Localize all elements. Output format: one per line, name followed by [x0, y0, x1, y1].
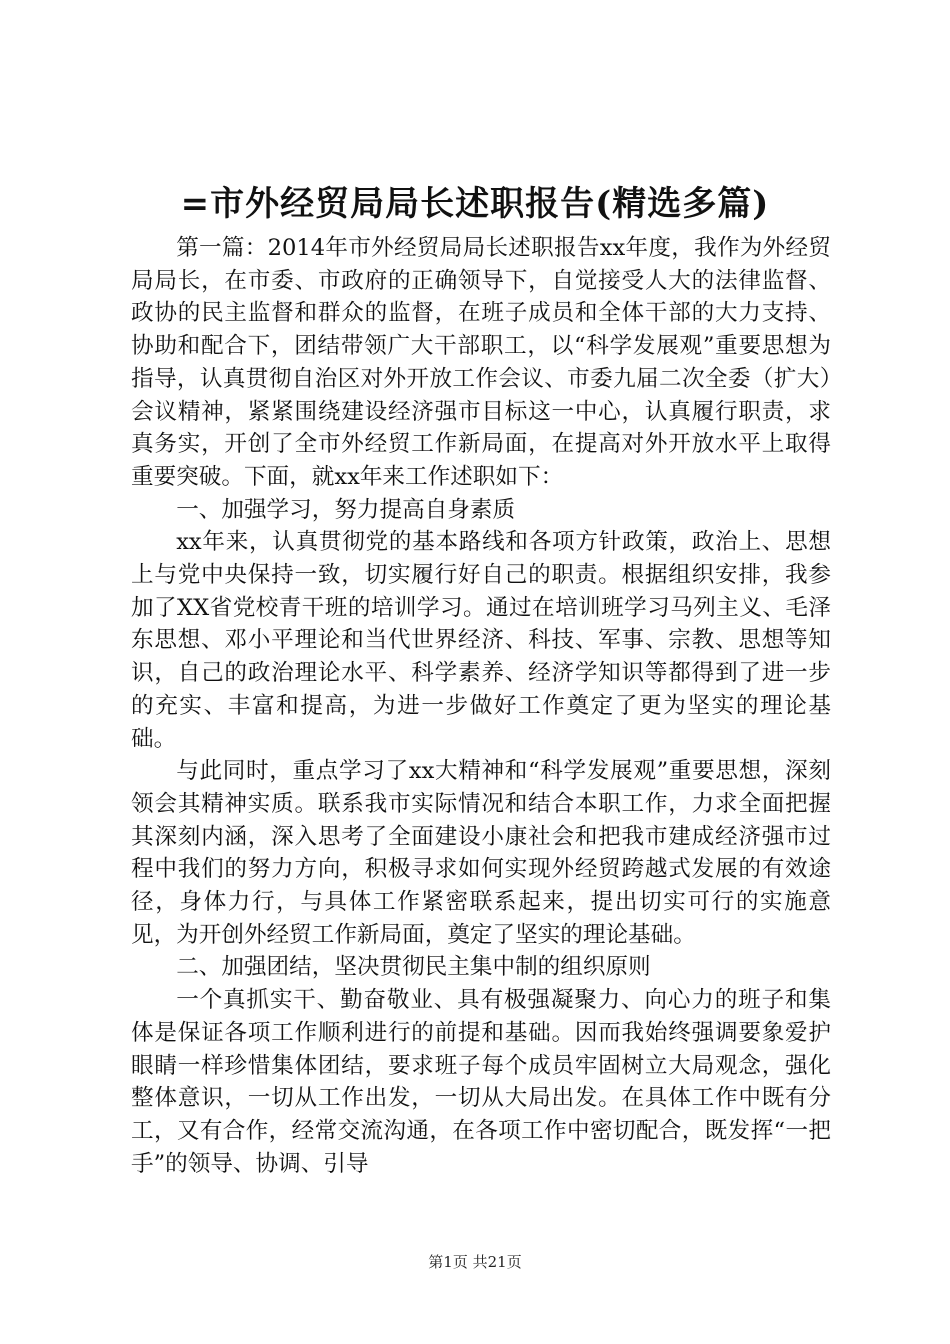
- section-heading-1: 一、加强学习，努力提高自身素质: [176, 496, 516, 523]
- page-footer: 第1页 共21页: [428, 1253, 522, 1271]
- paragraph-unity: 一个真抓实干、勤奋敬业、具有极强凝聚力、向心力的班子和集体是保证各项工作顺利进行的前提和基础。因而我始终强调要象爱护眼睛一样珍惜集体团结，要求班子每个成员牢固树立大局观念，强化整体意识，一切从工作出发，一切从大局出发。在具体工作中既有分工，又有合作，经常交流沟通，在各项工作中密切配合，既发挥“一把手”的领导、协调、引导: [131, 987, 831, 1177]
- paragraph-study: xx年来，认真贯彻党的基本路线和各项方针政策，政治上、思想上与党中央保持一致，切实履行好自己的职责。根据组织安排，我参加了XX省党校青干班的培训学习。通过在培训班学习马列主义、毛泽东思想、邓小平理论和当代世界经济、科技、军事、宗教、思想等知识，自己的政治理论水平、科学素养、经济学知识等都得到了进一步的充实、丰富和提高，为进一步做好工作奠定了更为坚实的理论基础。: [131, 529, 831, 752]
- paragraph-intro: 第一篇：2014年市外经贸局局长述职报告xx年度，我作为外经贸局局长，在市委、市政府的正确领导下，自觉接受人大的法律监督、政协的民主监督和群众的监督，在班子成员和全体干部的大力支持、协助和配合下，团结带领广大干部职工，以“科学发展观”重要思想为指导，认真贯彻自治区对外开放工作会议、市委九届二次全委（扩大）会议精神，紧紧围绕建设经济强市目标这一中心，认真履行职责，求真务实，开创了全市外经贸工作新局面，在提高对外开放水平上取得重要突破。下面，就xx年来工作述职如下：: [131, 235, 831, 490]
- section-heading-2: 二、加强团结，坚决贯彻民主集中制的组织原则: [176, 954, 651, 981]
- document-title: =市外经贸局局长述职报告(精选多篇): [180, 184, 770, 224]
- paragraph-meanwhile: 与此同时，重点学习了xx大精神和“科学发展观”重要思想，深刻领会其精神实质。联系我市实际情况和结合本职工作，力求全面把握其深刻内涵，深入思考了全面建设小康社会和把我市建成经济强市过程中我们的努力方向，积极寻求如何实现外经贸跨越式发展的有效途径，身体力行，与具体工作紧密联系起来，提出切实可行的实施意见，为开创外经贸工作新局面，奠定了坚实的理论基础。: [131, 758, 831, 948]
- document-body: [131, 232, 831, 1180]
